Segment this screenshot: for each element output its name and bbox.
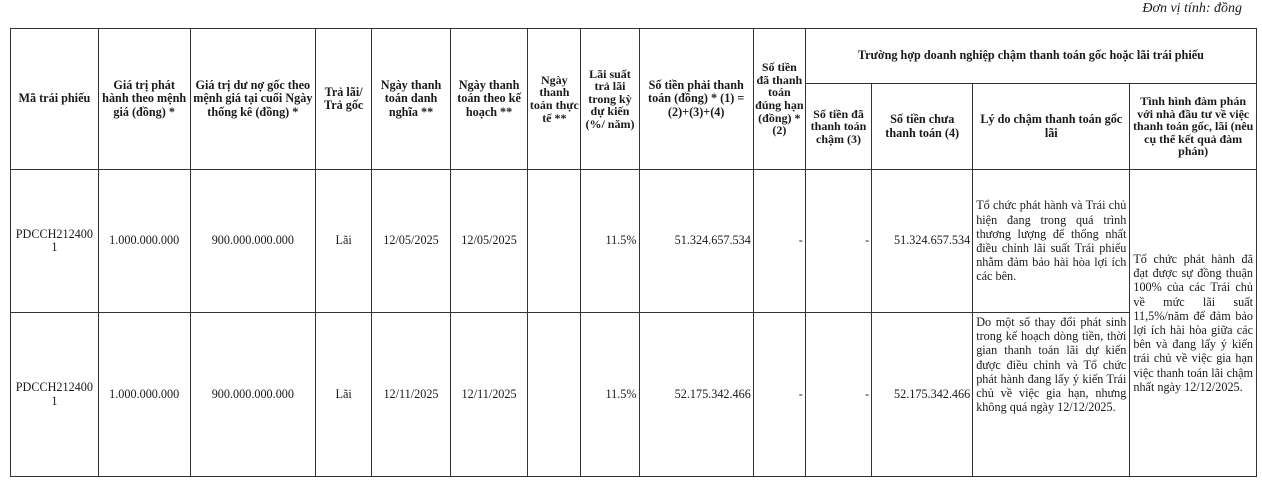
cell-reason: Do một số thay đổi phát sinh trong kế hoạch dòng tiền, thời gian thanh toán lãi dự kiến được điều chỉnh và Tổ chức phát hành đang lấy ý kiến Trái chủ về việc gia hạn, nhưng không quá ngày 12/12/2025. <box>973 313 1130 477</box>
cell-code: PDCCH2124001 <box>11 170 99 313</box>
header-negotiation: Tình hình đàm phán với nhà đầu tư về việc thanh toán gốc, lãi (nêu cụ thể kết quả đàm phán) <box>1130 84 1257 170</box>
cell-pay-type: Lãi <box>316 170 372 313</box>
cell-code: PDCCH2124001 <box>11 313 99 477</box>
cell-actual-date <box>528 170 581 313</box>
table-row <box>11 170 1257 313</box>
cell-outstanding: 900.000.000.000 <box>190 313 316 477</box>
cell-rate: 11.5% <box>581 170 639 313</box>
header-planned-date: Ngày thanh toán theo kế hoạch ** <box>450 29 528 170</box>
cell-amount-due: 52.175.342.466 <box>639 313 753 477</box>
header-actual-date: Ngày thanh toán thực tế ** <box>528 29 581 170</box>
unit-note: Đơn vị tính: đồng <box>1142 1 1242 16</box>
bond-payment-table <box>10 28 1257 477</box>
cell-reason: Tổ chức phát hành và Trái chủ hiện đang trong quá trình thương lượng để thống nhất điều chỉnh lãi suất Trái phiếu nhằm đảm bảo hài hòa lợi ích các bên. <box>973 170 1130 313</box>
cell-pay-type: Lãi <box>316 313 372 477</box>
header-reason: Lý do chậm thanh toán gốc lãi <box>973 84 1130 170</box>
cell-actual-date <box>528 313 581 477</box>
header-paid-late: Số tiền đã thanh toán chậm (3) <box>805 84 871 170</box>
cell-amount-due: 51.324.657.534 <box>639 170 753 313</box>
header-late-group: Trường hợp doanh nghiệp chậm thanh toán gốc hoặc lãi trái phiếu <box>805 29 1256 84</box>
cell-paid-on-time: - <box>753 313 805 477</box>
header-nominal-date: Ngày thanh toán danh nghĩa ** <box>372 29 451 170</box>
header-outstanding: Giá trị dư nợ gốc theo mệnh giá tại cuối Ngày thống kê (đồng) * <box>190 29 316 170</box>
cell-paid-on-time: - <box>753 170 805 313</box>
cell-rate: 11.5% <box>581 313 639 477</box>
cell-paid-late: - <box>805 170 871 313</box>
header-pay-type: Trả lãi/ Trả gốc <box>316 29 372 170</box>
table-row <box>11 313 1257 477</box>
header-amount-due: Số tiền phải thanh toán (đồng) * (1) = (2)+(3)+(4) <box>639 29 753 170</box>
header-paid-on-time: Số tiền đã thanh toán đúng hạn (đồng) * (2) <box>753 29 805 170</box>
header-rate: Lãi suất trả lãi trong kỳ dự kiến (%/ năm) <box>581 29 639 170</box>
cell-nominal-date: 12/11/2025 <box>372 313 451 477</box>
cell-issue-value: 1.000.000.000 <box>98 170 190 313</box>
cell-unpaid: 51.324.657.534 <box>872 170 973 313</box>
cell-outstanding: 900.000.000.000 <box>190 170 316 313</box>
cell-issue-value: 1.000.000.000 <box>98 313 190 477</box>
header-issue-value: Giá trị phát hành theo mệnh giá (đồng) * <box>98 29 190 170</box>
cell-negotiation: Tổ chức phát hành đã đạt được sự đồng thuận 100% của các Trái chủ về mức lãi suất 11,5%/năm để đảm bảo lợi ích hài hòa giữa các bên và đang lấy ý kiến trái chủ về việc gia hạn việc thanh toán lãi chậm nhất ngày 12/12/2025. <box>1130 170 1257 477</box>
cell-planned-date: 12/11/2025 <box>450 313 528 477</box>
cell-paid-late: - <box>805 313 871 477</box>
header-unpaid: Số tiền chưa thanh toán (4) <box>872 84 973 170</box>
header-code: Mã trái phiếu <box>11 29 99 170</box>
header-row-top <box>11 29 1257 84</box>
cell-nominal-date: 12/05/2025 <box>372 170 451 313</box>
cell-planned-date: 12/05/2025 <box>450 170 528 313</box>
cell-unpaid: 52.175.342.466 <box>872 313 973 477</box>
